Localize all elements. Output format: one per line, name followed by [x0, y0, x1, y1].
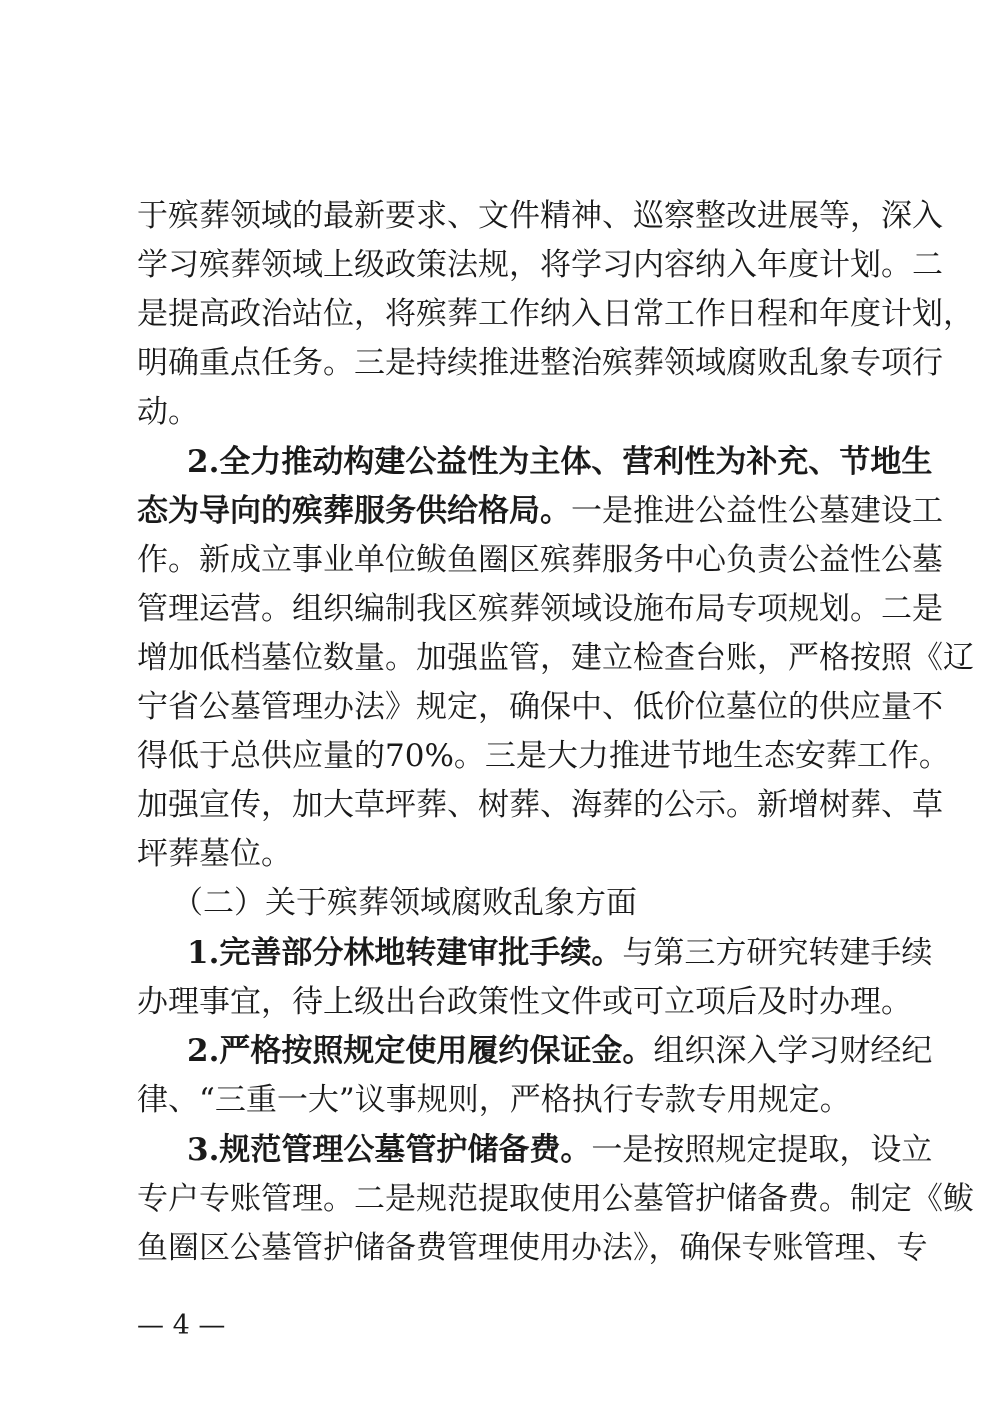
sec2-heading-line-2: [137, 491, 943, 531]
item3-tail: 一是按照规定提取，设立: [591, 1132, 933, 1168]
sec2-line-8: 加强宣传，加大草坪葬、树葬、海葬的公示。新增树葬、草: [137, 787, 943, 823]
sec2-heading-bold: 态为导向的殡葬服务供给格局。: [137, 493, 571, 529]
body-line-2: 学习殡葬领域上级政策法规，将学习内容纳入年度计划。二: [137, 247, 943, 283]
item3-line-2: 专户专账管理。二是规范提取使用公墓管护储备费。制定《鲅: [137, 1181, 974, 1217]
sec2-line-4: 管理运营。组织编制我区殡葬领域设施布局专项规划。二是: [137, 591, 943, 627]
item2-line-2: 律、“三重一大”议事规则，严格执行专款专用规定。: [137, 1082, 851, 1118]
page-number: — 4 —: [137, 1310, 226, 1341]
section-heading: （二）关于殡葬领域腐败乱象方面: [172, 885, 637, 921]
sec2-line-3: 作。新成立事业单位鲅鱼圈区殡葬服务中心负责公益性公墓: [137, 542, 943, 578]
item3-line-3: 鱼圈区公墓管护储备费管理使用办法》，确保专账管理、专: [137, 1230, 928, 1266]
sec2-line-5: 增加低档墓位数量。加强监管，建立检查台账，严格按照《辽: [137, 640, 974, 676]
sec2-line-9: 坪葬墓位。: [137, 836, 292, 872]
body-line-5: 动。: [137, 394, 199, 430]
sec2-line-7: 得低于总供应量的70%。三是大力推进节地生态安葬工作。: [137, 738, 950, 774]
body-line-1: 于殡葬领域的最新要求、文件精神、巡察整改进展等，深入: [137, 198, 943, 234]
item1-line-1: [187, 933, 933, 973]
item3-heading: 3.规范管理公墓管护储备费。: [187, 1132, 592, 1168]
sec2-heading-tail: 一是推进公益性公墓建设工: [571, 493, 943, 529]
sec2-line-6: 宁省公墓管理办法》规定，确保中、低价位墓位的供应量不: [137, 689, 943, 725]
item1-heading: 1.完善部分林地转建审批手续。: [187, 935, 623, 971]
item2-tail: 组织深入学习财经纪: [653, 1033, 933, 1069]
sec2-heading-line-1: 2.全力推动构建公益性为主体、营利性为补充、节地生: [187, 444, 933, 480]
item3-line-1: [187, 1130, 933, 1170]
item1-tail: 与第三方研究转建手续: [622, 935, 933, 971]
item2-heading: 2.严格按照规定使用履约保证金。: [187, 1033, 654, 1069]
item1-line-2: 办理事宜，待上级出台政策性文件或可立项后及时办理。: [137, 984, 912, 1020]
item2-line-1: [187, 1031, 933, 1071]
body-line-3: 是提高政治站位，将殡葬工作纳入日常工作日程和年度计划，: [137, 296, 974, 332]
body-line-4: 明确重点任务。三是持续推进整治殡葬领域腐败乱象专项行: [137, 345, 943, 381]
